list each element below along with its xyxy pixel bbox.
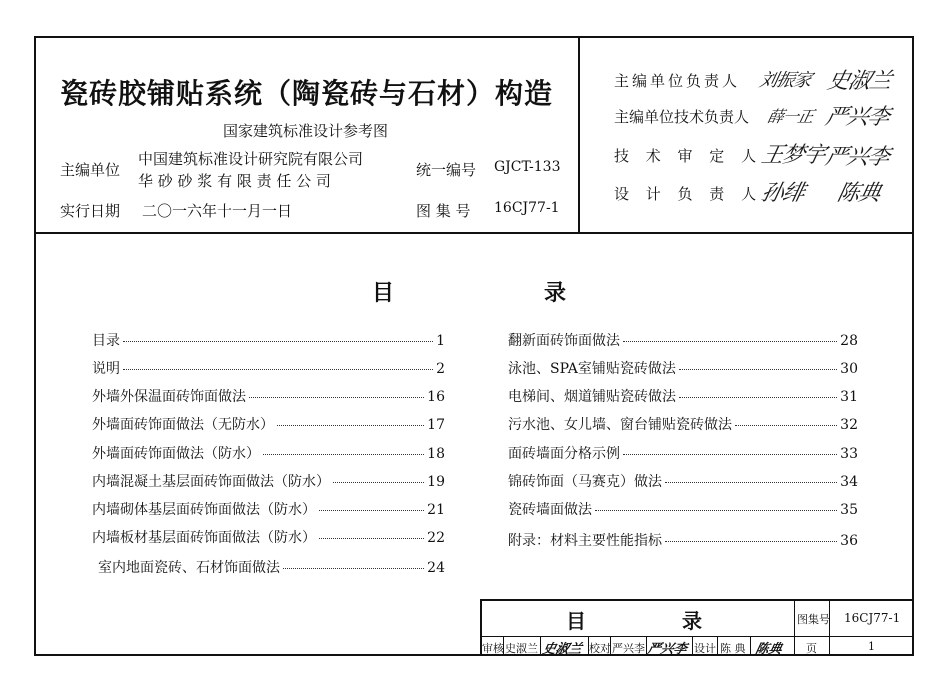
review-signature: 史淑兰 (540, 642, 584, 657)
unit-line-2: 华 砂 砂 浆 有 限 责 任 公 司 (138, 172, 331, 190)
toc-entry-page: 2 (436, 361, 445, 377)
toc-entry-label: 污水池、女儿墙、窗台铺贴瓷砖做法 (508, 417, 732, 433)
toc-entry-label: 锦砖饰面（马赛克）做法 (508, 474, 662, 490)
role-design-lead: 设 计 负 责 人 (614, 185, 763, 203)
toc-entry-page: 34 (840, 474, 858, 490)
signature-design-lead-1: 孙绯 (758, 181, 807, 206)
toc-entry[interactable] (92, 471, 445, 491)
toc-entry[interactable] (508, 530, 858, 550)
toc-heading-right: 录 (544, 280, 567, 306)
code-label: 统一编号 (416, 161, 477, 179)
title-block-atlas-divider (794, 599, 795, 656)
toc-entry[interactable] (92, 330, 445, 350)
toc-entry[interactable] (508, 386, 858, 406)
toc-entry-page: 35 (840, 502, 858, 518)
toc-entry-label: 外墙面砖饰面做法（防水） (92, 446, 260, 462)
toc-entry-label: 电梯间、烟道铺贴瓷砖做法 (508, 389, 676, 405)
title-block-page-label: 页 (806, 642, 817, 655)
toc-entry[interactable] (92, 499, 445, 519)
toc-entry-page: 32 (840, 417, 858, 433)
title-block-middle-border (480, 636, 914, 637)
title-block-value-divider (829, 599, 830, 656)
date-value: 二〇一六年十一月一日 (142, 202, 293, 220)
toc-entry[interactable] (508, 443, 858, 463)
document-title: 瓷砖胶铺贴系统（陶瓷砖与石材）构造 (60, 77, 554, 110)
toc-entry-label: 外墙外保温面砖饰面做法 (92, 389, 246, 405)
signature-chief-unit-2: 史淑兰 (824, 69, 894, 94)
role-tech-chief: 主编单位技术负责人 (614, 108, 750, 126)
subtitle: 国家建筑标准设计参考图 (223, 122, 389, 140)
title-block-title-left: 目 (566, 609, 586, 633)
toc-entry-label: 目录 (92, 333, 120, 349)
toc-entry[interactable] (92, 358, 445, 378)
check-label: 校对 (589, 642, 611, 655)
check-name: 严兴李 (612, 642, 645, 655)
toc-entry-page: 33 (840, 446, 858, 462)
toc-entry-page: 17 (427, 417, 445, 433)
title-block-page-value: 1 (868, 640, 875, 653)
toc-entry[interactable] (92, 414, 445, 434)
toc-entry-label: 瓷砖墙面做法 (508, 502, 592, 518)
toc-entry-page: 18 (427, 446, 445, 462)
atlas-label: 图 集 号 (416, 202, 471, 220)
toc-entry-label: 面砖墙面分格示例 (508, 446, 620, 462)
signoff-divider (692, 636, 693, 656)
toc-entry-page: 1 (436, 333, 445, 349)
toc-entry-label: 泳池、SPA室铺贴瓷砖做法 (508, 361, 676, 377)
toc-entry-label: 翻新面砖饰面做法 (508, 333, 620, 349)
toc-entry-page: 24 (427, 560, 445, 576)
role-chief-unit: 主编单位负责人 (614, 72, 741, 90)
title-block-atlas-label: 图集号 (797, 613, 830, 626)
toc-entry-page: 28 (840, 333, 858, 349)
toc-entry-page: 21 (427, 502, 445, 518)
toc-entry-label: 内墙砌体基层面砖饰面做法（防水） (92, 502, 316, 518)
toc-entry-page: 22 (427, 530, 445, 546)
atlas-value: 16CJ77-1 (494, 200, 560, 216)
unit-line-1: 中国建筑标准设计研究院有限公司 (138, 150, 364, 168)
check-signature: 严兴李 (645, 642, 689, 657)
toc-entry[interactable] (508, 499, 858, 519)
toc-entry-page: 30 (840, 361, 858, 377)
title-block-title-right: 录 (682, 609, 702, 633)
header-vertical-divider (578, 36, 580, 233)
toc-entry-label: 内墙板材基层面砖饰面做法（防水） (92, 530, 316, 546)
header-divider (34, 232, 914, 234)
unit-label: 主编单位 (60, 161, 121, 179)
signature-tech-chief-1: 薛一正 (765, 107, 815, 126)
toc-entry[interactable] (92, 386, 445, 406)
toc-entry-label: 室内地面瓷砖、石材饰面做法 (98, 560, 280, 576)
signature-tech-review-2: 严兴李 (822, 145, 892, 170)
signoff-divider (717, 636, 718, 656)
toc-entry-page: 36 (840, 533, 858, 549)
review-name: 史淑兰 (505, 642, 538, 655)
toc-entry[interactable] (92, 527, 445, 547)
code-value: GJCT-133 (494, 159, 561, 175)
toc-entry[interactable] (508, 358, 858, 378)
toc-entry[interactable] (98, 557, 445, 577)
signature-tech-chief-2: 严兴李 (822, 105, 892, 130)
toc-entry-label: 外墙面砖饰面做法（无防水） (92, 417, 274, 433)
signature-chief-unit-1: 刘振家 (757, 70, 813, 91)
toc-entry[interactable] (508, 471, 858, 491)
toc-heading-left: 目 (372, 280, 395, 306)
review-label: 审核 (482, 642, 504, 655)
signoff-divider (750, 636, 751, 656)
design-signature: 陈典 (753, 642, 784, 657)
title-block-top-border (480, 599, 914, 601)
toc-entry-page: 16 (427, 389, 445, 405)
signature-tech-review-1: 王梦宇 (758, 143, 828, 168)
toc-entry-label: 附录：材料主要性能指标 (508, 533, 662, 549)
toc-entry-label: 内墙混凝土基层面砖饰面做法（防水） (92, 474, 330, 490)
role-tech-review: 技 术 审 定 人 (614, 147, 763, 165)
toc-entry-page: 31 (840, 389, 858, 405)
design-name: 陈 典 (720, 642, 746, 655)
toc-entry[interactable] (508, 414, 858, 434)
toc-entry-page: 19 (427, 474, 445, 490)
toc-entry[interactable] (92, 443, 445, 463)
toc-entry-label: 说明 (92, 361, 120, 377)
title-block-atlas-value: 16CJ77-1 (844, 611, 901, 625)
signature-design-lead-2: 陈典 (834, 181, 883, 206)
toc-entry[interactable] (508, 330, 858, 350)
design-label: 设计 (694, 642, 716, 655)
date-label: 实行日期 (60, 202, 121, 220)
